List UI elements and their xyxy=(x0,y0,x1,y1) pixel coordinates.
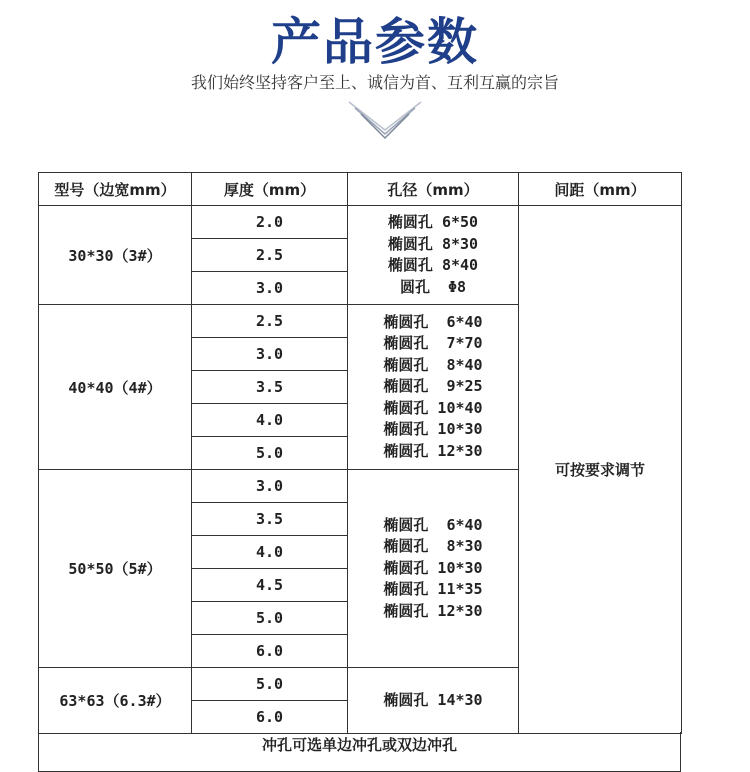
thickness-cell: 2.5 xyxy=(192,239,348,272)
thickness-cell: 3.0 xyxy=(192,470,348,503)
hole-spec: 椭圆孔 8*40 xyxy=(383,355,483,374)
hole-cell xyxy=(348,668,519,734)
page-subtitle: 我们始终坚持客户至上、诚信为首、互利互赢的宗旨 xyxy=(190,73,559,92)
spacing-cell: 可按要求调节 xyxy=(519,206,682,734)
hole-spec: 椭圆孔 10*30 xyxy=(383,420,483,439)
thickness-cell: 5.0 xyxy=(192,668,348,701)
hole-spec: 椭圆孔 6*40 xyxy=(383,312,483,331)
thickness-cell: 4.5 xyxy=(192,569,348,602)
hole-spec: 椭圆孔 11*35 xyxy=(383,580,483,599)
model-cell: 40*40（4#） xyxy=(39,305,192,470)
hole-spec: 椭圆孔 14*30 xyxy=(383,690,483,709)
thickness-cell: 6.0 xyxy=(192,701,348,734)
hole-cell xyxy=(348,305,519,470)
hole-spec: 椭圆孔 9*25 xyxy=(383,377,483,396)
model-cell: 63*63（6.3#） xyxy=(39,668,192,734)
table-body xyxy=(39,206,682,734)
thickness-cell: 3.5 xyxy=(192,371,348,404)
thickness-cell: 3.0 xyxy=(192,338,348,371)
hole-cell xyxy=(348,206,519,305)
thickness-cell: 4.0 xyxy=(192,536,348,569)
table-header-row xyxy=(39,173,682,206)
header-hole: 孔径（mm） xyxy=(348,173,519,206)
hole-spec: 椭圆孔 8*40 xyxy=(387,256,479,274)
header-thickness: 厚度（mm） xyxy=(192,173,348,206)
footer-note: 冲孔可选单边冲孔或双边冲孔 xyxy=(38,732,681,772)
header-model: 型号（边宽mm） xyxy=(39,173,192,206)
hole-spec: 椭圆孔 10*30 xyxy=(383,558,483,577)
thickness-cell: 6.0 xyxy=(192,635,348,668)
model-cell: 50*50（5#） xyxy=(39,470,192,668)
thickness-cell: 5.0 xyxy=(192,437,348,470)
hole-spec: 椭圆孔 7*70 xyxy=(383,334,483,353)
page-title: 产品参数 xyxy=(271,13,479,71)
thickness-cell: 2.5 xyxy=(192,305,348,338)
table-row xyxy=(39,206,682,239)
model-cell: 30*30（3#） xyxy=(39,206,192,305)
hole-spec: 椭圆孔 10*40 xyxy=(383,398,483,417)
hole-spec: 椭圆孔 12*30 xyxy=(383,441,483,460)
hole-spec: 椭圆孔 8*30 xyxy=(387,234,479,253)
thickness-cell: 5.0 xyxy=(192,602,348,635)
hole-spec: 圆孔 Φ8 xyxy=(399,277,467,296)
chevron-down-icon xyxy=(345,96,425,146)
header-spacing: 间距（mm） xyxy=(519,173,682,206)
spec-table xyxy=(38,172,682,734)
hole-spec: 椭圆孔 12*30 xyxy=(383,601,483,620)
hole-cell xyxy=(348,470,519,668)
thickness-cell: 4.0 xyxy=(192,404,348,437)
hole-spec: 椭圆孔 8*30 xyxy=(383,537,483,556)
thickness-cell: 3.5 xyxy=(192,503,348,536)
hole-spec: 椭圆孔 6*50 xyxy=(387,213,479,231)
hole-spec: 椭圆孔 6*40 xyxy=(383,515,483,534)
thickness-cell: 3.0 xyxy=(192,272,348,305)
thickness-cell: 2.0 xyxy=(192,206,348,239)
